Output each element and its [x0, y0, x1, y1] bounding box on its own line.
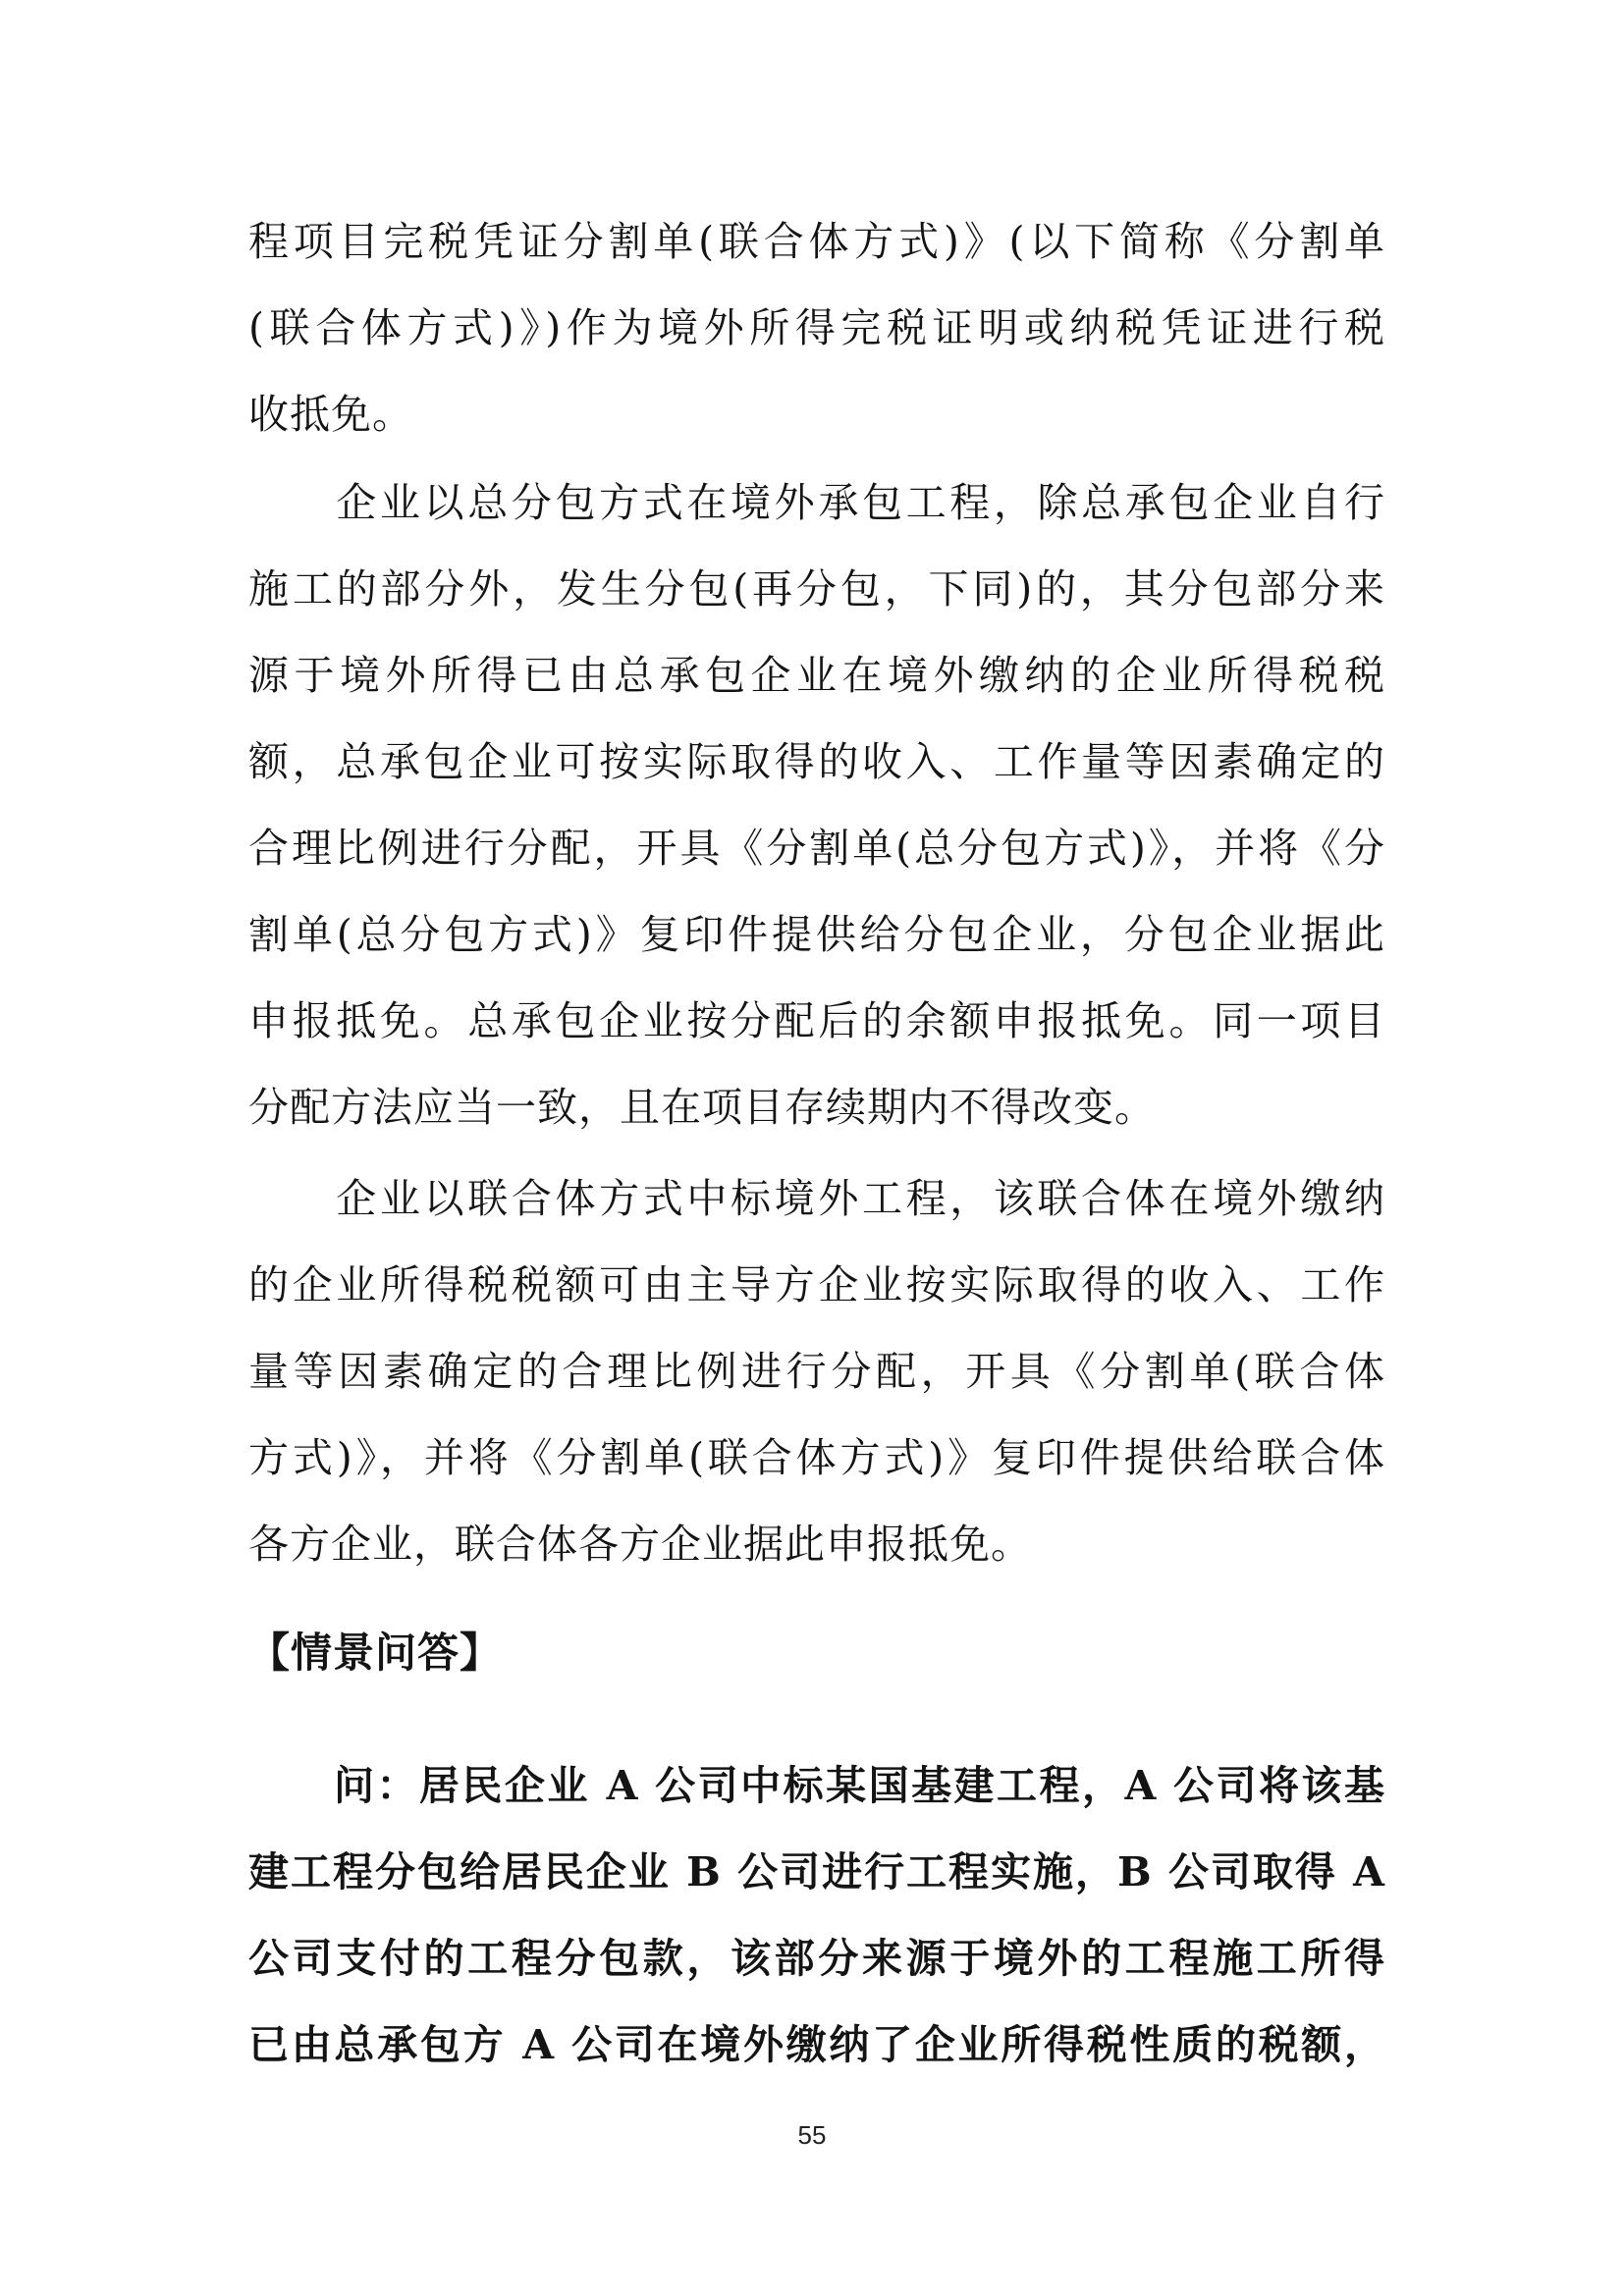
paragraph-line: 量等因素确定的合理比例进行分配，开具《分割单(联合体: [248, 1348, 1385, 1395]
paragraph-line: 企业以总分包方式在境外承包工程，除总承包企业自行: [248, 479, 1385, 526]
paragraph-1: [248, 198, 1385, 457]
paragraph-line: 申报抵免。总承包企业按分配后的余额申报抵免。同一项目: [248, 997, 1385, 1044]
question-line: 已由总承包方 A 公司在境外缴纳了企业所得税性质的税额，: [248, 2021, 1385, 2068]
paragraph-line: 分配方法应当一致，且在项目存续期内不得改变。: [248, 1084, 1156, 1131]
paragraph-3: [248, 1155, 1385, 1587]
paragraph-line: 各方企业，联合体各方企业据此申报抵免。: [248, 1521, 1032, 1568]
paragraph-line: 额，总承包企业可按实际取得的收入、工作量等因素确定的: [248, 738, 1385, 785]
question-line: 问：居民企业 A 公司中标某国基建工程，A 公司将该基: [248, 1762, 1385, 1809]
paragraph-line: 的企业所得税税额可由主导方企业按实际取得的收入、工作: [248, 1261, 1385, 1308]
paragraph-line: 割单(总分包方式)》复印件提供给分包企业，分包企业据此: [248, 911, 1385, 958]
paragraph-line: 收抵免。: [248, 391, 413, 438]
paragraph-2: [248, 459, 1385, 1150]
paragraph-line: 程项目完税凭证分割单(联合体方式)》(以下简称《分割单: [248, 218, 1385, 265]
paragraph-line: 合理比例进行分配，开具《分割单(总分包方式)》，并将《分: [248, 825, 1385, 872]
section-heading: 【情景问答】: [248, 1629, 503, 1677]
paragraph-line: 企业以联合体方式中标境外工程，该联合体在境外缴纳: [248, 1175, 1385, 1222]
question-paragraph: [248, 1742, 1385, 2088]
question-line: 建工程分包给居民企业 B 公司进行工程实施，B 公司取得 A: [248, 1848, 1385, 1896]
paragraph-line: 源于境外所得已由总承包企业在境外缴纳的企业所得税税: [248, 652, 1385, 699]
paragraph-line: 方式)》，并将《分割单(联合体方式)》复印件提供给联合体: [248, 1434, 1385, 1481]
question-line: 公司支付的工程分包款，该部分来源于境外的工程施工所得: [248, 1935, 1385, 1982]
paragraph-line: 施工的部分外，发生分包(再分包，下同)的，其分包部分来: [248, 565, 1385, 613]
paragraph-line: (联合体方式)》)作为境外所得完税证明或纳税凭证进行税: [248, 304, 1385, 351]
page-number: 55: [797, 2120, 827, 2150]
